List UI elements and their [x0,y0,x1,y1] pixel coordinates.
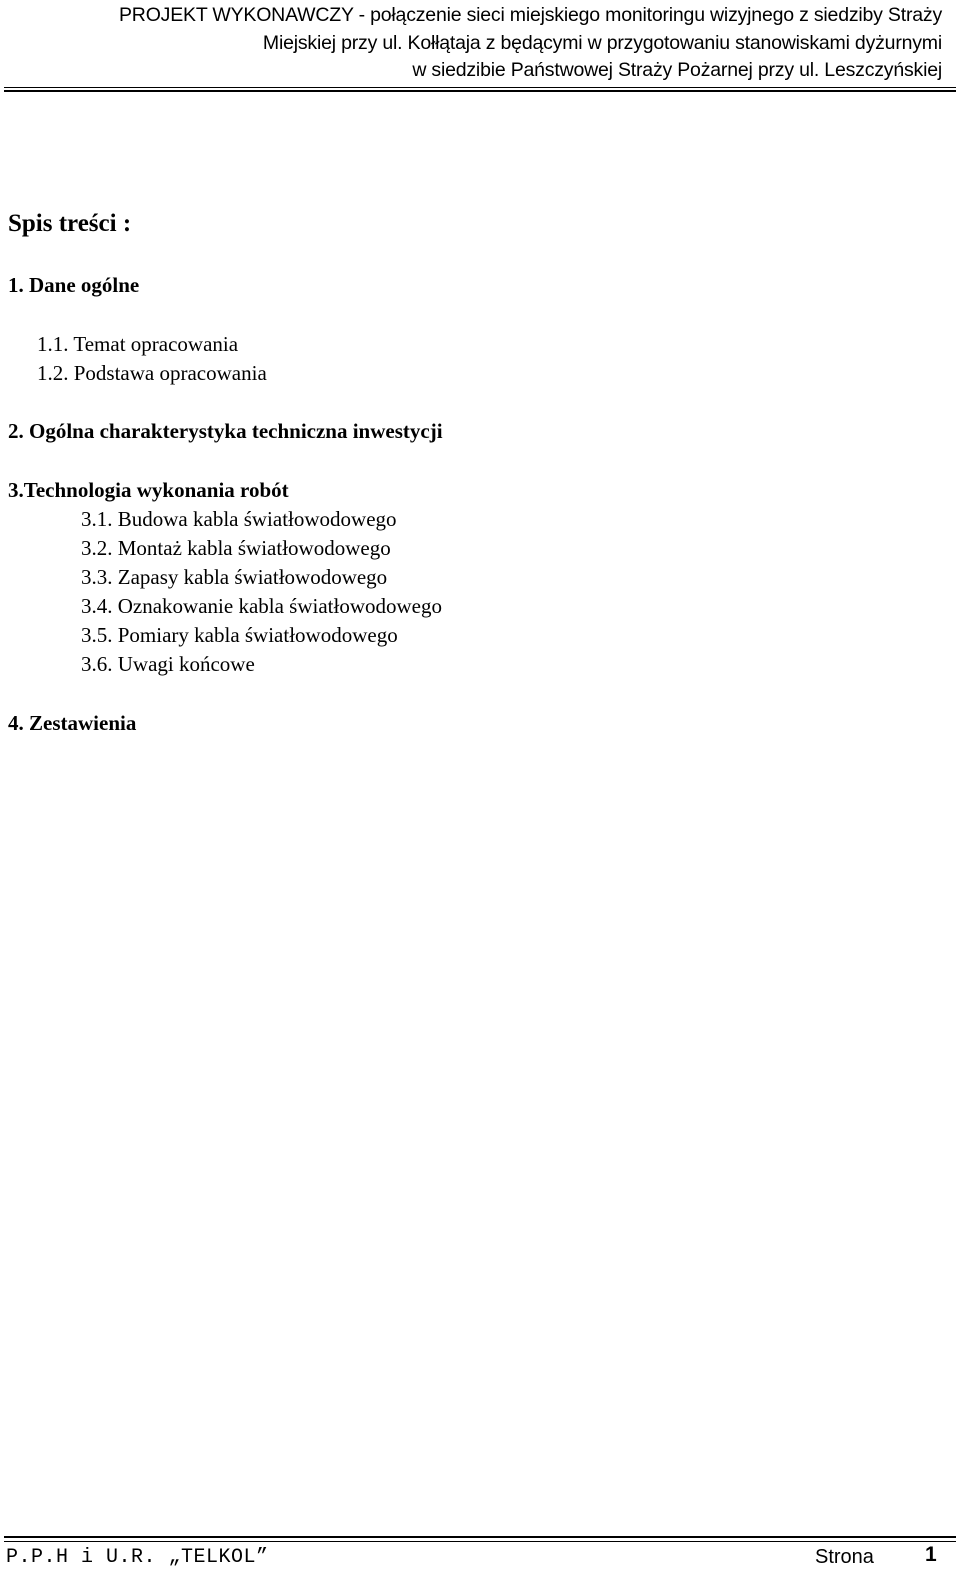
header-line-1: PROJEKT WYKONAWCZY - połączenie sieci miejskiego monitoringu wizyjnego z siedziby Straży [119,4,942,26]
toc-item-1-2: 1.2. Podstawa opracowania [37,361,267,385]
footer-divider [4,1541,956,1542]
toc-section-2: 2. Ogólna charakterystyka techniczna inwestycji [8,419,443,443]
page-header [2,2,942,85]
toc-item-3-4: 3.4. Oznakowanie kabla światłowodowego [81,594,442,618]
footer-page-number: 1 [925,1543,937,1566]
header-line-3: w siedzibie Państwowej Straży Pożarnej przy ul. Leszczyńskiej [412,59,942,81]
toc-item-3-1: 3.1. Budowa kabla światłowodowego [81,507,397,531]
toc-section-3: 3.Technologia wykonania robót [8,478,289,502]
header-divider-thick [4,90,956,92]
header-line-2: Miejskiej przy ul. Kołłątaja z będącymi w przygotowaniu stanowiskami dyżurnymi [262,31,942,54]
footer-company: P.P.H i U.R. „TELKOL” [6,1546,269,1569]
footer-page-label: Strona [815,1546,874,1568]
toc-item-1-1: 1.1. Temat opracowania [37,332,239,356]
toc-item-3-3: 3.3. Zapasy kabla światłowodowego [81,565,388,589]
footer-divider-thick [4,1536,956,1538]
toc-title: Spis treści : [8,210,132,237]
header-divider [4,87,956,88]
toc-item-3-2: 3.2. Montaż kabla światłowodowego [81,536,391,560]
toc-item-3-6: 3.6. Uwagi końcowe [81,652,255,676]
toc-item-3-5: 3.5. Pomiary kabla światłowodowego [81,623,398,647]
toc-section-4: 4. Zestawienia [8,711,137,735]
toc-section-1: 1. Dane ogólne [8,273,140,297]
